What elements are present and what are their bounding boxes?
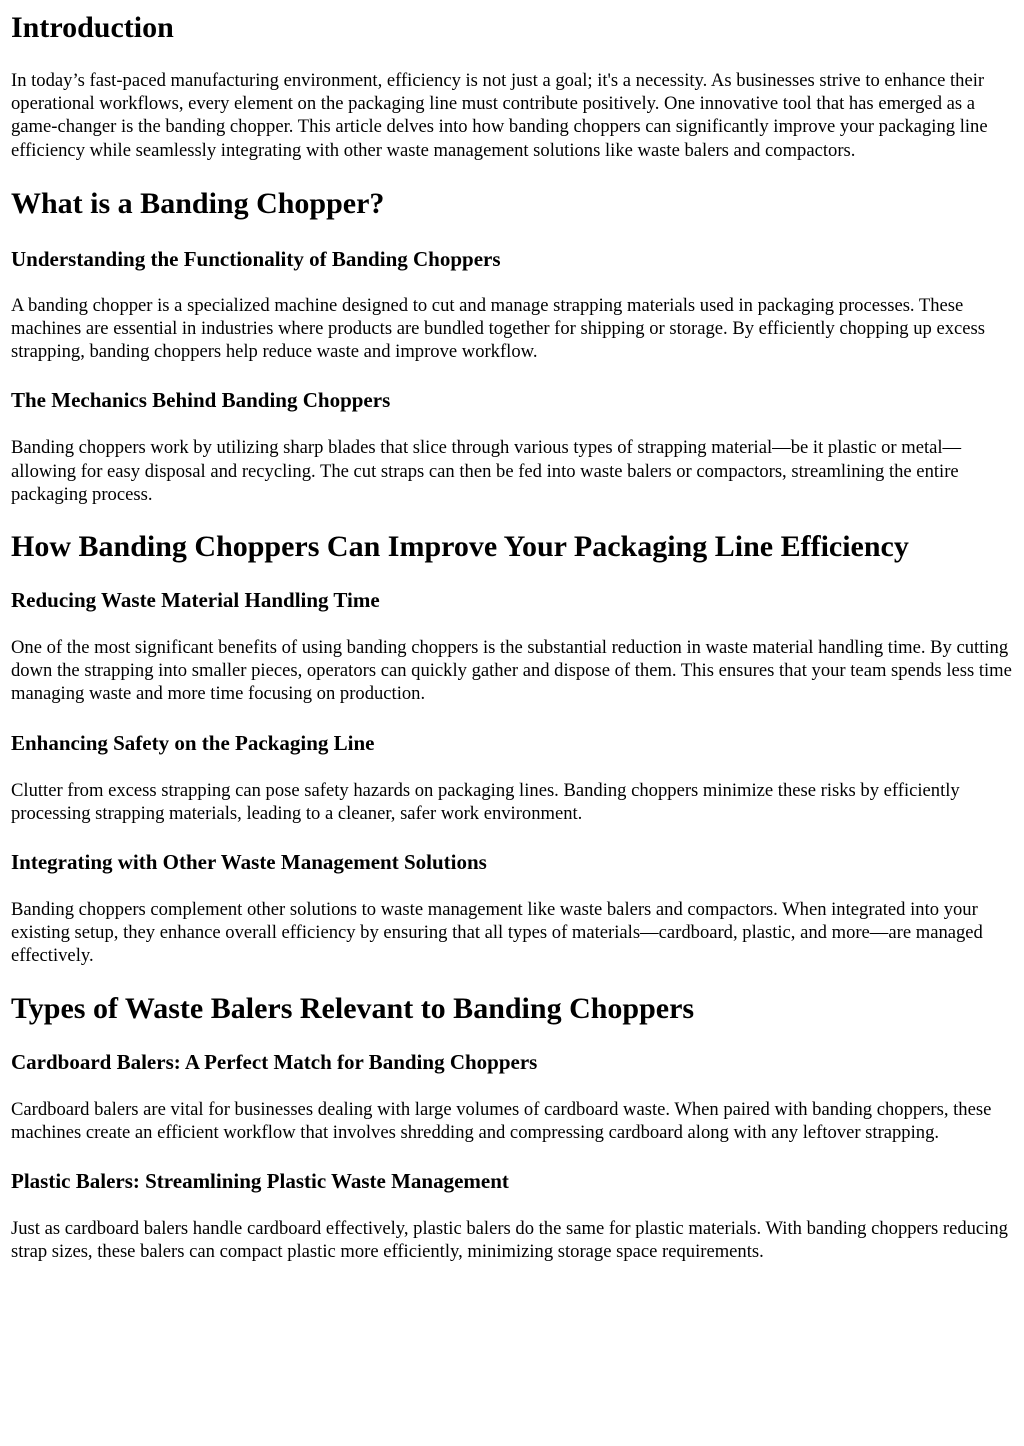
types-of-balers-heading: Types of Waste Balers Relevant to Banding Choppers [11,991,695,1025]
what-is-banding-chopper-heading: What is a Banding Chopper? [11,186,385,220]
introduction-heading: Introduction [11,11,174,44]
improve-efficiency-heading: How Banding Choppers Can Improve Your Packaging Line Efficiency [11,530,909,564]
plastic-balers-heading: Plastic Balers: Streamlining Plastic Waste Management [11,1169,509,1194]
introduction-paragraph: In today’s fast-paced manufacturing environment, efficiency is not just a goal; it's a necessity. As businesses strive to enhance their operational workflows, every element on the packaging line must contribute positively. One innovative tool that has emerged as a game-changer is the banding chopper. This article delves into how banding choppers can significantly improve your packaging line efficiency while seamlessly integrating with other waste management solutions like waste balers and compactors. [11,70,988,161]
enhancing-safety-paragraph: Clutter from excess strapping can pose safety hazards on packaging lines. Banding choppers minimize these risks by efficiently processing strapping materials, leading to a cleaner, safer work environment. [11,779,960,824]
mechanics-paragraph: Banding choppers work by utilizing sharp blades that slice through various types of strapping material—be it plastic or metal—allowing for easy disposal and recycling. The cut straps can then be fed into waste balers or compactors, streamlining the entire packaging process. [11,437,962,505]
understanding-functionality-paragraph: A banding chopper is a specialized machine designed to cut and manage strapping materials used in packaging processes. These machines are essential in industries where products are bundled together for shipping or storage. By efficiently chopping up excess strapping, banding choppers help reduce waste and improve workflow. [11,294,986,363]
integrating-solutions-paragraph: Banding choppers complement other solutions to waste management like waste balers and compactors. When integrated into your existing setup, they enhance overall efficiency by ensuring that all types of materials—cardboard, plastic, and more—are managed effectively. [11,899,983,967]
understanding-functionality-heading: Understanding the Functionality of Banding Choppers [11,246,501,271]
cardboard-balers-heading: Cardboard Balers: A Perfect Match for Banding Choppers [11,1049,538,1074]
reducing-waste-paragraph: One of the most significant benefits of using banding choppers is the substantial reduction in waste material handling time. By cutting down the strapping into smaller pieces, operators can quickly gather and dispose of them. This ensures that your team spends less time managing waste and more time focusing on production. [11,637,1012,705]
plastic-balers-paragraph: Just as cardboard balers handle cardboard effectively, plastic balers do the same for plastic materials. With banding choppers reducing strap sizes, these balers can compact plastic more efficiently, minimizing storage space requirements. [11,1218,1008,1263]
reducing-waste-heading: Reducing Waste Material Handling Time [11,588,380,613]
cardboard-balers-paragraph: Cardboard balers are vital for businesses dealing with large volumes of cardboard waste. When paired with banding choppers, these machines create an efficient workflow that involves shredding and compressing cardboard along with any leftover strapping. [11,1098,992,1143]
mechanics-heading: The Mechanics Behind Banding Choppers [11,388,391,413]
integrating-solutions-heading: Integrating with Other Waste Management Solutions [11,850,487,875]
enhancing-safety-heading: Enhancing Safety on the Packaging Line [11,730,375,755]
